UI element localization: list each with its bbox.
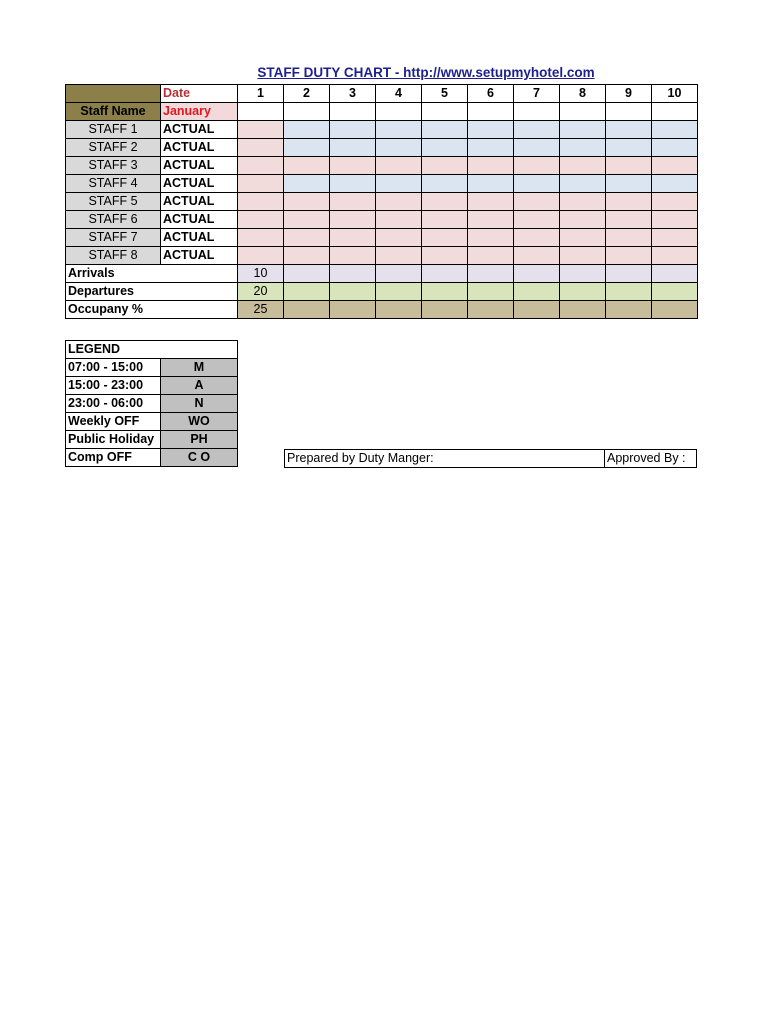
date-label: Date <box>161 85 238 103</box>
duty-cell[interactable] <box>422 139 468 157</box>
duty-cell[interactable] <box>422 229 468 247</box>
duty-cell[interactable] <box>422 193 468 211</box>
day-10-blank[interactable] <box>652 103 698 121</box>
header-row-dates <box>66 85 698 103</box>
duty-cell[interactable] <box>376 211 422 229</box>
occupancy-value[interactable]: 25 <box>238 301 284 319</box>
departures-cell[interactable] <box>376 283 422 301</box>
duty-cell[interactable] <box>284 121 330 139</box>
legend-title-row <box>66 341 238 359</box>
duty-cell[interactable] <box>238 157 284 175</box>
duty-cell[interactable] <box>468 121 514 139</box>
legend-shift-code: M <box>161 359 238 377</box>
month-cell[interactable]: January <box>161 103 238 121</box>
occupancy-cell[interactable] <box>330 301 376 319</box>
duty-cell[interactable] <box>468 211 514 229</box>
staff-row <box>66 229 698 247</box>
duty-cell[interactable] <box>376 247 422 265</box>
duty-cell[interactable] <box>560 157 606 175</box>
occupancy-cell[interactable] <box>468 301 514 319</box>
duty-cell[interactable] <box>238 193 284 211</box>
signoff-row <box>285 450 697 468</box>
page-title[interactable]: STAFF DUTY CHART - http://www.setupmyhotel.com <box>257 65 595 80</box>
duty-cell[interactable] <box>560 121 606 139</box>
duty-cell[interactable] <box>514 157 560 175</box>
duty-cell[interactable] <box>652 211 698 229</box>
staff-status-cell: ACTUAL <box>161 121 238 139</box>
duty-cell[interactable] <box>514 247 560 265</box>
staff-name-cell: STAFF 1 <box>66 121 161 139</box>
duty-cell[interactable] <box>422 175 468 193</box>
duty-cell[interactable] <box>468 175 514 193</box>
duty-cell[interactable] <box>606 121 652 139</box>
staff-status-cell: ACTUAL <box>161 193 238 211</box>
legend-row <box>66 413 238 431</box>
occupancy-cell[interactable] <box>560 301 606 319</box>
duty-cell[interactable] <box>284 157 330 175</box>
day-2-blank[interactable] <box>284 103 330 121</box>
day-4-header: 4 <box>376 85 422 103</box>
duty-cell[interactable] <box>606 229 652 247</box>
departures-row <box>66 283 698 301</box>
legend-shift-code: C O <box>161 449 238 467</box>
day-1-header: 1 <box>238 85 284 103</box>
duty-cell[interactable] <box>376 229 422 247</box>
arrivals-cell[interactable] <box>422 265 468 283</box>
departures-cell[interactable] <box>422 283 468 301</box>
duty-cell[interactable] <box>514 229 560 247</box>
arrivals-cell[interactable] <box>514 265 560 283</box>
duty-cell[interactable] <box>468 157 514 175</box>
duty-cell[interactable] <box>284 247 330 265</box>
occupancy-row <box>66 301 698 319</box>
duty-cell[interactable] <box>560 193 606 211</box>
duty-cell[interactable] <box>330 139 376 157</box>
duty-cell[interactable] <box>238 121 284 139</box>
staff-name-cell: STAFF 5 <box>66 193 161 211</box>
duty-cell[interactable] <box>330 121 376 139</box>
day-10-header: 10 <box>652 85 698 103</box>
staff-status-cell: ACTUAL <box>161 211 238 229</box>
duty-cell[interactable] <box>514 193 560 211</box>
arrivals-value[interactable]: 10 <box>238 265 284 283</box>
arrivals-cell[interactable] <box>652 265 698 283</box>
departures-cell[interactable] <box>468 283 514 301</box>
legend-row <box>66 395 238 413</box>
departures-cell[interactable] <box>560 283 606 301</box>
day-9-blank[interactable] <box>606 103 652 121</box>
duty-cell[interactable] <box>514 139 560 157</box>
duty-cell[interactable] <box>560 139 606 157</box>
day-8-blank[interactable] <box>560 103 606 121</box>
staff-name-cell: STAFF 2 <box>66 139 161 157</box>
day-4-blank[interactable] <box>376 103 422 121</box>
duty-cell[interactable] <box>422 211 468 229</box>
staff-name-cell: STAFF 8 <box>66 247 161 265</box>
duty-cell[interactable] <box>284 175 330 193</box>
header-corner <box>66 85 161 103</box>
duty-cell[interactable] <box>652 121 698 139</box>
staff-name-header: Staff Name <box>66 103 161 121</box>
legend-shift-label: Weekly OFF <box>66 413 161 431</box>
duty-cell[interactable] <box>284 193 330 211</box>
departures-cell[interactable] <box>652 283 698 301</box>
arrivals-row <box>66 265 698 283</box>
staff-status-cell: ACTUAL <box>161 157 238 175</box>
day-6-header: 6 <box>468 85 514 103</box>
duty-cell[interactable] <box>514 211 560 229</box>
duty-cell[interactable] <box>468 193 514 211</box>
duty-cell[interactable] <box>606 139 652 157</box>
day-7-header: 7 <box>514 85 560 103</box>
staff-status-cell: ACTUAL <box>161 139 238 157</box>
duty-cell[interactable] <box>238 229 284 247</box>
arrivals-cell[interactable] <box>560 265 606 283</box>
duty-cell[interactable] <box>376 175 422 193</box>
legend-shift-code: A <box>161 377 238 395</box>
legend-row <box>66 359 238 377</box>
arrivals-cell[interactable] <box>606 265 652 283</box>
duty-cell[interactable] <box>652 247 698 265</box>
duty-cell[interactable] <box>606 247 652 265</box>
departures-cell[interactable] <box>284 283 330 301</box>
duty-cell[interactable] <box>238 247 284 265</box>
day-2-header: 2 <box>284 85 330 103</box>
legend-shift-code: PH <box>161 431 238 449</box>
duty-cell[interactable] <box>422 247 468 265</box>
day-5-blank[interactable] <box>422 103 468 121</box>
duty-cell[interactable] <box>514 121 560 139</box>
duty-cell[interactable] <box>560 247 606 265</box>
staff-status-cell: ACTUAL <box>161 247 238 265</box>
duty-cell[interactable] <box>376 121 422 139</box>
occupancy-label: Occupany % <box>66 301 238 319</box>
departures-value[interactable]: 20 <box>238 283 284 301</box>
duty-cell[interactable] <box>330 193 376 211</box>
duty-cell[interactable] <box>376 139 422 157</box>
duty-cell[interactable] <box>330 247 376 265</box>
arrivals-cell[interactable] <box>468 265 514 283</box>
duty-cell[interactable] <box>422 157 468 175</box>
duty-cell[interactable] <box>468 229 514 247</box>
legend-table <box>65 340 238 467</box>
duty-cell[interactable] <box>652 193 698 211</box>
duty-cell[interactable] <box>376 157 422 175</box>
header-row-month <box>66 103 698 121</box>
duty-cell[interactable] <box>468 247 514 265</box>
day-7-blank[interactable] <box>514 103 560 121</box>
day-3-header: 3 <box>330 85 376 103</box>
day-9-header: 9 <box>606 85 652 103</box>
staff-name-cell: STAFF 3 <box>66 157 161 175</box>
duty-cell[interactable] <box>652 229 698 247</box>
duty-cell[interactable] <box>284 139 330 157</box>
duty-cell[interactable] <box>468 139 514 157</box>
staff-name-cell: STAFF 4 <box>66 175 161 193</box>
duty-cell[interactable] <box>606 157 652 175</box>
duty-cell[interactable] <box>606 175 652 193</box>
staff-name-cell: STAFF 7 <box>66 229 161 247</box>
legend-shift-label: 15:00 - 23:00 <box>66 377 161 395</box>
arrivals-cell[interactable] <box>376 265 422 283</box>
duty-cell[interactable] <box>652 139 698 157</box>
day-8-header: 8 <box>560 85 606 103</box>
day-6-blank[interactable] <box>468 103 514 121</box>
staff-row <box>66 157 698 175</box>
legend-shift-label: Comp OFF <box>66 449 161 467</box>
duty-cell[interactable] <box>652 157 698 175</box>
duty-cell[interactable] <box>560 211 606 229</box>
signoff-table <box>284 449 697 468</box>
arrivals-label: Arrivals <box>66 265 238 283</box>
duty-cell[interactable] <box>330 211 376 229</box>
prepared-by-field[interactable]: Prepared by Duty Manger: <box>285 450 605 468</box>
duty-cell[interactable] <box>560 229 606 247</box>
day-5-header: 5 <box>422 85 468 103</box>
occupancy-cell[interactable] <box>606 301 652 319</box>
staff-row <box>66 175 698 193</box>
duty-cell[interactable] <box>376 193 422 211</box>
departures-cell[interactable] <box>606 283 652 301</box>
duty-cell[interactable] <box>238 211 284 229</box>
arrivals-cell[interactable] <box>284 265 330 283</box>
staff-status-cell: ACTUAL <box>161 175 238 193</box>
legend-shift-label: Public Holiday <box>66 431 161 449</box>
occupancy-cell[interactable] <box>284 301 330 319</box>
legend-title: LEGEND <box>66 341 238 359</box>
duty-cell[interactable] <box>514 175 560 193</box>
duty-cell[interactable] <box>606 193 652 211</box>
day-1-blank[interactable] <box>238 103 284 121</box>
legend-row <box>66 449 238 467</box>
duty-cell[interactable] <box>330 229 376 247</box>
legend-shift-code: N <box>161 395 238 413</box>
duty-cell[interactable] <box>652 175 698 193</box>
staff-row <box>66 139 698 157</box>
legend-shift-label: 07:00 - 15:00 <box>66 359 161 377</box>
duty-cell[interactable] <box>560 175 606 193</box>
staff-row <box>66 193 698 211</box>
duty-cell[interactable] <box>330 157 376 175</box>
duty-cell[interactable] <box>330 175 376 193</box>
occupancy-cell[interactable] <box>376 301 422 319</box>
day-3-blank[interactable] <box>330 103 376 121</box>
staff-row <box>66 247 698 265</box>
departures-label: Departures <box>66 283 238 301</box>
approved-by-field[interactable]: Approved By : <box>605 450 697 468</box>
duty-cell[interactable] <box>606 211 652 229</box>
departures-cell[interactable] <box>514 283 560 301</box>
legend-row <box>66 377 238 395</box>
staff-row <box>66 211 698 229</box>
occupancy-cell[interactable] <box>652 301 698 319</box>
legend-row <box>66 431 238 449</box>
duty-cell[interactable] <box>284 229 330 247</box>
legend-shift-label: 23:00 - 06:00 <box>66 395 161 413</box>
arrivals-cell[interactable] <box>330 265 376 283</box>
staff-status-cell: ACTUAL <box>161 229 238 247</box>
duty-cell[interactable] <box>238 139 284 157</box>
duty-cell[interactable] <box>284 211 330 229</box>
staff-name-cell: STAFF 6 <box>66 211 161 229</box>
duty-cell[interactable] <box>238 175 284 193</box>
staff-row <box>66 121 698 139</box>
duty-cell[interactable] <box>422 121 468 139</box>
legend-shift-code: WO <box>161 413 238 431</box>
departures-cell[interactable] <box>330 283 376 301</box>
occupancy-cell[interactable] <box>422 301 468 319</box>
occupancy-cell[interactable] <box>514 301 560 319</box>
duty-chart-table <box>65 84 698 319</box>
